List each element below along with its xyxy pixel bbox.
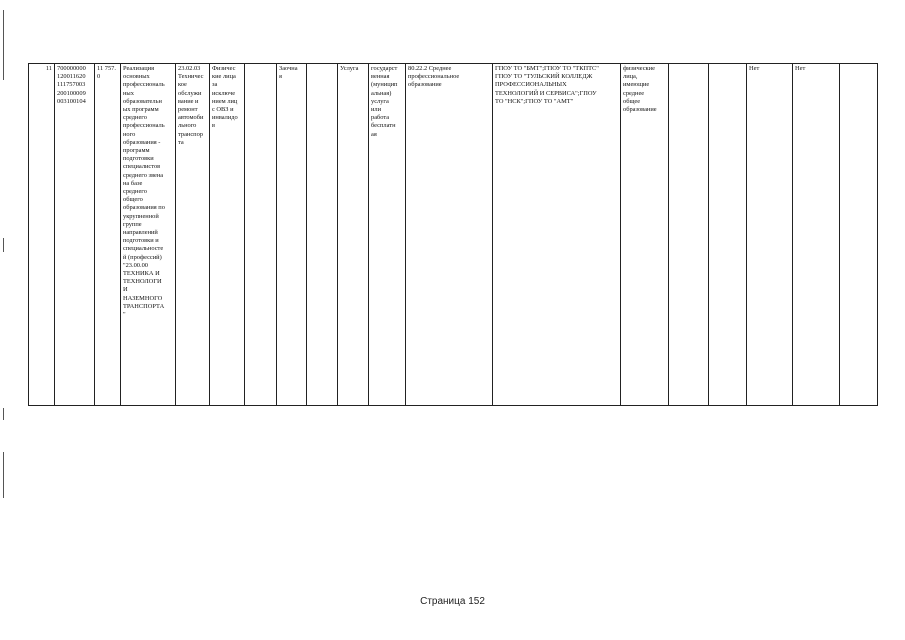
registry-table-wrapper: [28, 63, 878, 406]
service-name-cell: Реализация основных профессиональ ных образовательн ых программ среднего профессиональ ного образования - программ подготовки специалистов среднего звена на базе среднего общего образования по укрупненной группе направлений подготовки и специальносте й (профессий) "23.00.00 ТЕХНИКА И ТЕХНОЛОГИ И НАЗЕМНОГО ТРАНСПОРТА ": [121, 64, 176, 406]
study-form-cell: Заочна я: [277, 64, 307, 406]
consumers-cell: физические лица, имеющие среднее общее образование: [621, 64, 669, 406]
registry-code-cell: 700000000 120011620 111757003 200100009 003100104: [55, 64, 95, 406]
service-type-cell: Услуга: [338, 64, 369, 406]
institutions-cell: ГПОУ ТО "БМТ";ГПОУ ТО "ТКПТС" ГПОУ ТО "ТУЛЬСКИЙ КОЛЛЕДЖ ПРОФЕССИОНАЛЬНЫХ ТЕХНОЛОГИЙ И СЕРВИСА";ГПОУ ТО "НСК";ГПОУ ТО "АМТ": [493, 64, 621, 406]
page-number: Страница 152: [420, 596, 485, 607]
specialty-cell: 23.02.03 Техничес кое обслужи вание и ремонт автомоби льного транспор та: [176, 64, 210, 406]
flag-cell: Нет: [793, 64, 840, 406]
empty-cell: [709, 64, 747, 406]
flag-cell: Нет: [747, 64, 793, 406]
empty-cell: [245, 64, 277, 406]
empty-cell: [669, 64, 709, 406]
row-number: 11: [29, 64, 55, 406]
payment-type-cell: государст венная (муницип альная) услуга или работа бесплатн ая: [369, 64, 406, 406]
margin-line: [3, 408, 4, 420]
registry-table: [28, 63, 878, 406]
empty-cell: [840, 64, 878, 406]
okved-cell: 80.22.2 Среднее профессиональное образование: [406, 64, 493, 406]
service-code-cell: 11 757. 0: [95, 64, 121, 406]
margin-line: [3, 452, 4, 498]
margin-line: [3, 238, 4, 252]
empty-cell: [307, 64, 338, 406]
consumer-category-cell: Физичес кие лица за исключе нием лиц с ОВЗ и инвалидо в: [210, 64, 245, 406]
margin-line: [3, 10, 4, 80]
table-row: [29, 64, 878, 406]
